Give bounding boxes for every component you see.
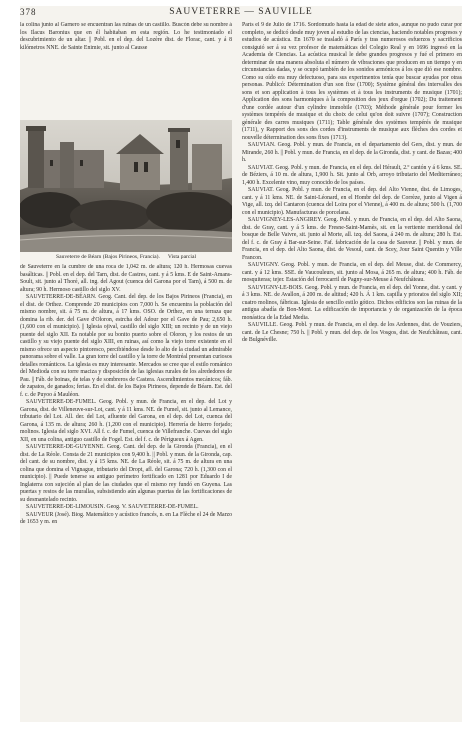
page-header <box>20 6 462 20</box>
figure-caption <box>20 254 232 260</box>
entry-sauvigny-le-bois: SAUVIGNY-LE-BOIS. Geog. Pobl. y mun. de Francia, en el dep. del Yonne, dist. y cant. y á 3 kms. NE. de Avallon, á 200 m. de altitud; 420 h. Á 1 km. capilla y prioratos del siglo XII; cuatro molinos, fábricas. Iglesia de sencillo estilo gótico. Dichos edificios son las ruinas de la antigua abadía de Bon-Mont. La edificación de importancia y de organización de la época monástica de la Edad Media. <box>242 284 462 321</box>
left-column-top <box>20 22 232 119</box>
entry-sauviat-1: SAUVIAT. Geog. Pobl. y mun. de Francia, en el dep. del Hérault, 2.º cantón y á 6 kms. SE. de Béziers, á 10 m. de altura, 1,900 h. Sit. junto al Orb, arroyo tributario del Mediterráneo; 1,400 h. Excelente vino, muy conocido de los países. <box>242 164 462 186</box>
entry-sauville: SAUVILLE. Geog. Pobl. y mun. de Francia, en el dep. de los Ardennes, dist. de Vouziers, cant. de Le Chesne; 750 h. || Pobl. y mun. del dep. de los Vosgos, dist. de Neufchâteau, cant. de Bulgnéville. <box>242 322 462 343</box>
entry-sauveterre-de-bearn: SAUVETERRE-DE-BÉARN. Geog. Cant. del dep. de los Bajos Pirineos (Francia), en el dist. de Orthez. Comprende 20 municipios con 7,000 h. Se encuentra la población del mismo nombre, sit. á 75 m. de altura, á 17 kms. OSO. de Orthez, en una terraza que domina la rib. der. del Gave d'Oloron, estrcha del Adour por el Gave de Pau; 2,650 h. (1,600 con el municipio). || Iglesia ojival, castillo del siglo XIII; un recinto y de un viejo puente del siglo XII. Es notable por su bonito puerto sobre el Oloron, y los restos de un castillo y su viejo puente del siglo XIII, en ruinas, así como la viejo torre existente en el mismo ofrece un aspecto pintoresco, percibiéndose desde lo alto de la ciudad un admirable panorama sobre el valle. La gran torre del castillo y la torre de Montréal presentan curiosos detalles románticos. La iglesia es muy interesante. Mercados se cree que el estilo románico del Medioda con su torre maciza y disposición de las iglesias rurales de los alrededores de Pau. || Fáb. de boinas, de telas y de sombreros de Castera. Ascendimientos mecánicos; fáb. de zapatos, de ganados; ferias. En el dist. de los Bajos Pirineos, depende de Béarn. Est. del f. c. de Puyoo á Mauléon. <box>20 294 232 398</box>
encyclopedia-page <box>20 6 462 722</box>
paragraph: de Sauveterre en la cumbre de una roca de 1,042 m. de altura; 120 h. Hermosas cuevas basálticas. || Pobl. en el dep. del Tarn, dist. de Castres, cant. y á 5 kms. E de Saint-Amans-Soult, sit. junto al Thoré, all. ing. del Agout (cuenca del Garona por el Tarn), á 500 m. de altura; 90 h. Hermoso castillo del siglo XV. <box>20 264 232 293</box>
entry-sauvigney-les-angirey: SAUVIGNEY-LES-ANGIREY. Geog. Pobl. y mun. de Francia, en el dep. del Alto Saona, dist. de Gray, cant. y á 5 kms. de Fresne-Saint-Mamès, sit. en la vertiente meridional del bosque de Belle Vaivre, sit. junto al Morte, all. izq. del Saona, á 240 m. de altura; 280 h. Est. del f. c. de Gray á Bar-sur-Seine. Faf. fabricación de la casa de Sauveur. || Pobl. y mun. de Francia, en el dep. del Alto Saona, dist. de Vesoul, cant. de Scey, Jour Saint Quentin y Ville Francon. <box>242 217 462 261</box>
town-view-illustration <box>20 120 232 252</box>
entry-sauveterre-de-fumel: SAUVETERRE-DE-FUMEL. Geog. Pobl. y mun. de Francia, en el dep. del Lot y Garona, dist. de Villeneuve-sur-Lot, cant. y á 11 kms. NE. de Fumel, sit. junto al Lemance, tributario del Lot. All. der. del Lot, afluente del Garona, en el dep. del Lot, cuenca del Garona, á 135 m. de altura; 260 h. (1,200 con el municipio). Herrería de hierro forjado; molinos. Iglesia del siglo XVI. All f. c. de Fumel, cuenca de Villefranche. Cuevas del siglo XII, en una colina, antiguo castillo de Fogel. Est. del f. c. de Périgueux á Agen. <box>20 399 232 443</box>
caption-view: Vista parcial <box>167 254 196 260</box>
right-column <box>242 22 462 722</box>
left-column-bottom <box>20 264 232 722</box>
running-title: SAUVETERRE — SAUVILLE <box>169 7 313 17</box>
page-number: 378 <box>20 7 37 17</box>
caption-text: Sauveterre de Béarn (Bajos Pirineos, Francia). <box>55 254 160 260</box>
paragraph: París el 9 de Julio de 1716. Sordomudo hasta la edad de siete años, aunque no pudo curar por completo, se dedicó desde muy joven al estudio de las ciencias, haciendo notables progresos y estudios de acústica. En 1670 se trasladó á París y tras numerosos esfuerzos y sacrificios consiguió ser á su vez profesor de matemáticas del Colegio Real y en 1696 ingresó en la Academia de Ciencias. La acústica musical le debe grandes progresos y fué el primero en determinar de una manera absoluta el número de vibraciones que producen en un tiempo y en circunstancias dadas, y se ocupó también de los sonidos armónicos á los que dió ese nombre. Como su oído era muy defectuoso, para sus experimentos tenía que buscar ayudas por otras personas. Publicó: Détermination d'un son fixe (1700); Système général des intervalles des sons et son application à tous les systèmes et à tous les instruments de musique (1701); Application des sons harmoniques à la composition des jeux d'orgue (1702); Du traitement d'une cordée autour d'un cylindre immobile (1703); Méthode générale pour former les systèmes tempérés de musique et du choix de celui qu'on doit suivre (1707); Construction générale des carres musiques (1711); Table générale des systèmes tempérés de musique (1711), y Rapport des sons des cordes d'instruments de musique aux flèches des cordes et nouvelle détermination des sons fixes (1713). <box>242 22 462 141</box>
entry-sauviat-2: SAUVIAT. Geog. Pobl. y mun. de Francia, en el dep. del Alto Vienne, dist. de Limoges, cant. y á 11 kms. NE. de Saint-Léonard, en el Hombr del dep. de Corrèze, junto al Vigen á Vige, all. izq. del Cantaron (cuenca del Loira por el Vienne), á 400 m. de altura; 500 h. (1,700 con el municipio). Manufacturas de porcelana. <box>242 187 462 216</box>
entry-sauveterre-de-limousin: SAUVETERRE-DE-LIMOUSIN. Geog. V. SAUVETERRE-DE-FUMEL. <box>26 504 199 510</box>
engraving-sauveterre <box>20 120 232 252</box>
paragraph: la colina junto al Garnero se encuentran las ruinas de un castillo. Buscón debe su nombre á los Ilacus Baronius que en él habitaban en esta región. Lo he testimoniado el descubrimiento de un altar. || Pobl. en el dep. del Lozère dist. de Florac, cant. y á 8 kilómetros NNE. de Sainte Enimie, sit. junto al Causse <box>20 22 232 51</box>
entry-sauveterre-de-guyenne: SAUVETERRE-DE-GUYENNE. Geog. Cant. del dep. de la Gironda (Francia), en el dist. de La Réole. Consta de 21 municipios con 9,400 h. || Pobl. y mun. de la Gironda, cap. del cant. de su nombre, dist. y á 15 kms. NE. de La Réole, sit. á 75 m. de altura en una colina que domina el Vignague, tributario del Dropt, afl. del Garona; 720 h. (1,300 con el municipio). || Puede tenerse su antiguo perímetro fortificado en 1281 por Eduardo I de Inglaterra con sujeción al plan de las ciudades que el mismo rey fundó en Guyena. Las puertas y restos de las murallas, subsistiendo aún algunas puertas de las fortificaciones de su desmantelado recinto. <box>20 444 232 503</box>
entry-sauveur: SAUVEUR (José). Biog. Matemático y acústico francés, n. en La Flèche el 24 de Marzo de 1653 y m. en <box>20 511 232 525</box>
entry-sauvian: SAUVIAN. Geog. Pobl. y mun. de Francia, en el departamento del Gers, dist. y mun. de Mirande, 260 h. || Pobl. y mun. de Francia, en el dep. de la Gironda, dist. y cant. de Bazas; 400 h. <box>242 142 462 163</box>
entry-sauvigny: SAUVIGNY. Geog. Pobl. y mun. de Francia, en el dep. del Meuse, dist. de Commercy, cant. y á 12 kms. SSE. de Vaucouleurs, sit. junto al Mosa, á 265 m. de altura; 400 h. Fáb. de mosquiteras; tejer. Estación del ferrocarril de Pagny-sur-Meuse á Neufchâteau. <box>242 262 462 283</box>
